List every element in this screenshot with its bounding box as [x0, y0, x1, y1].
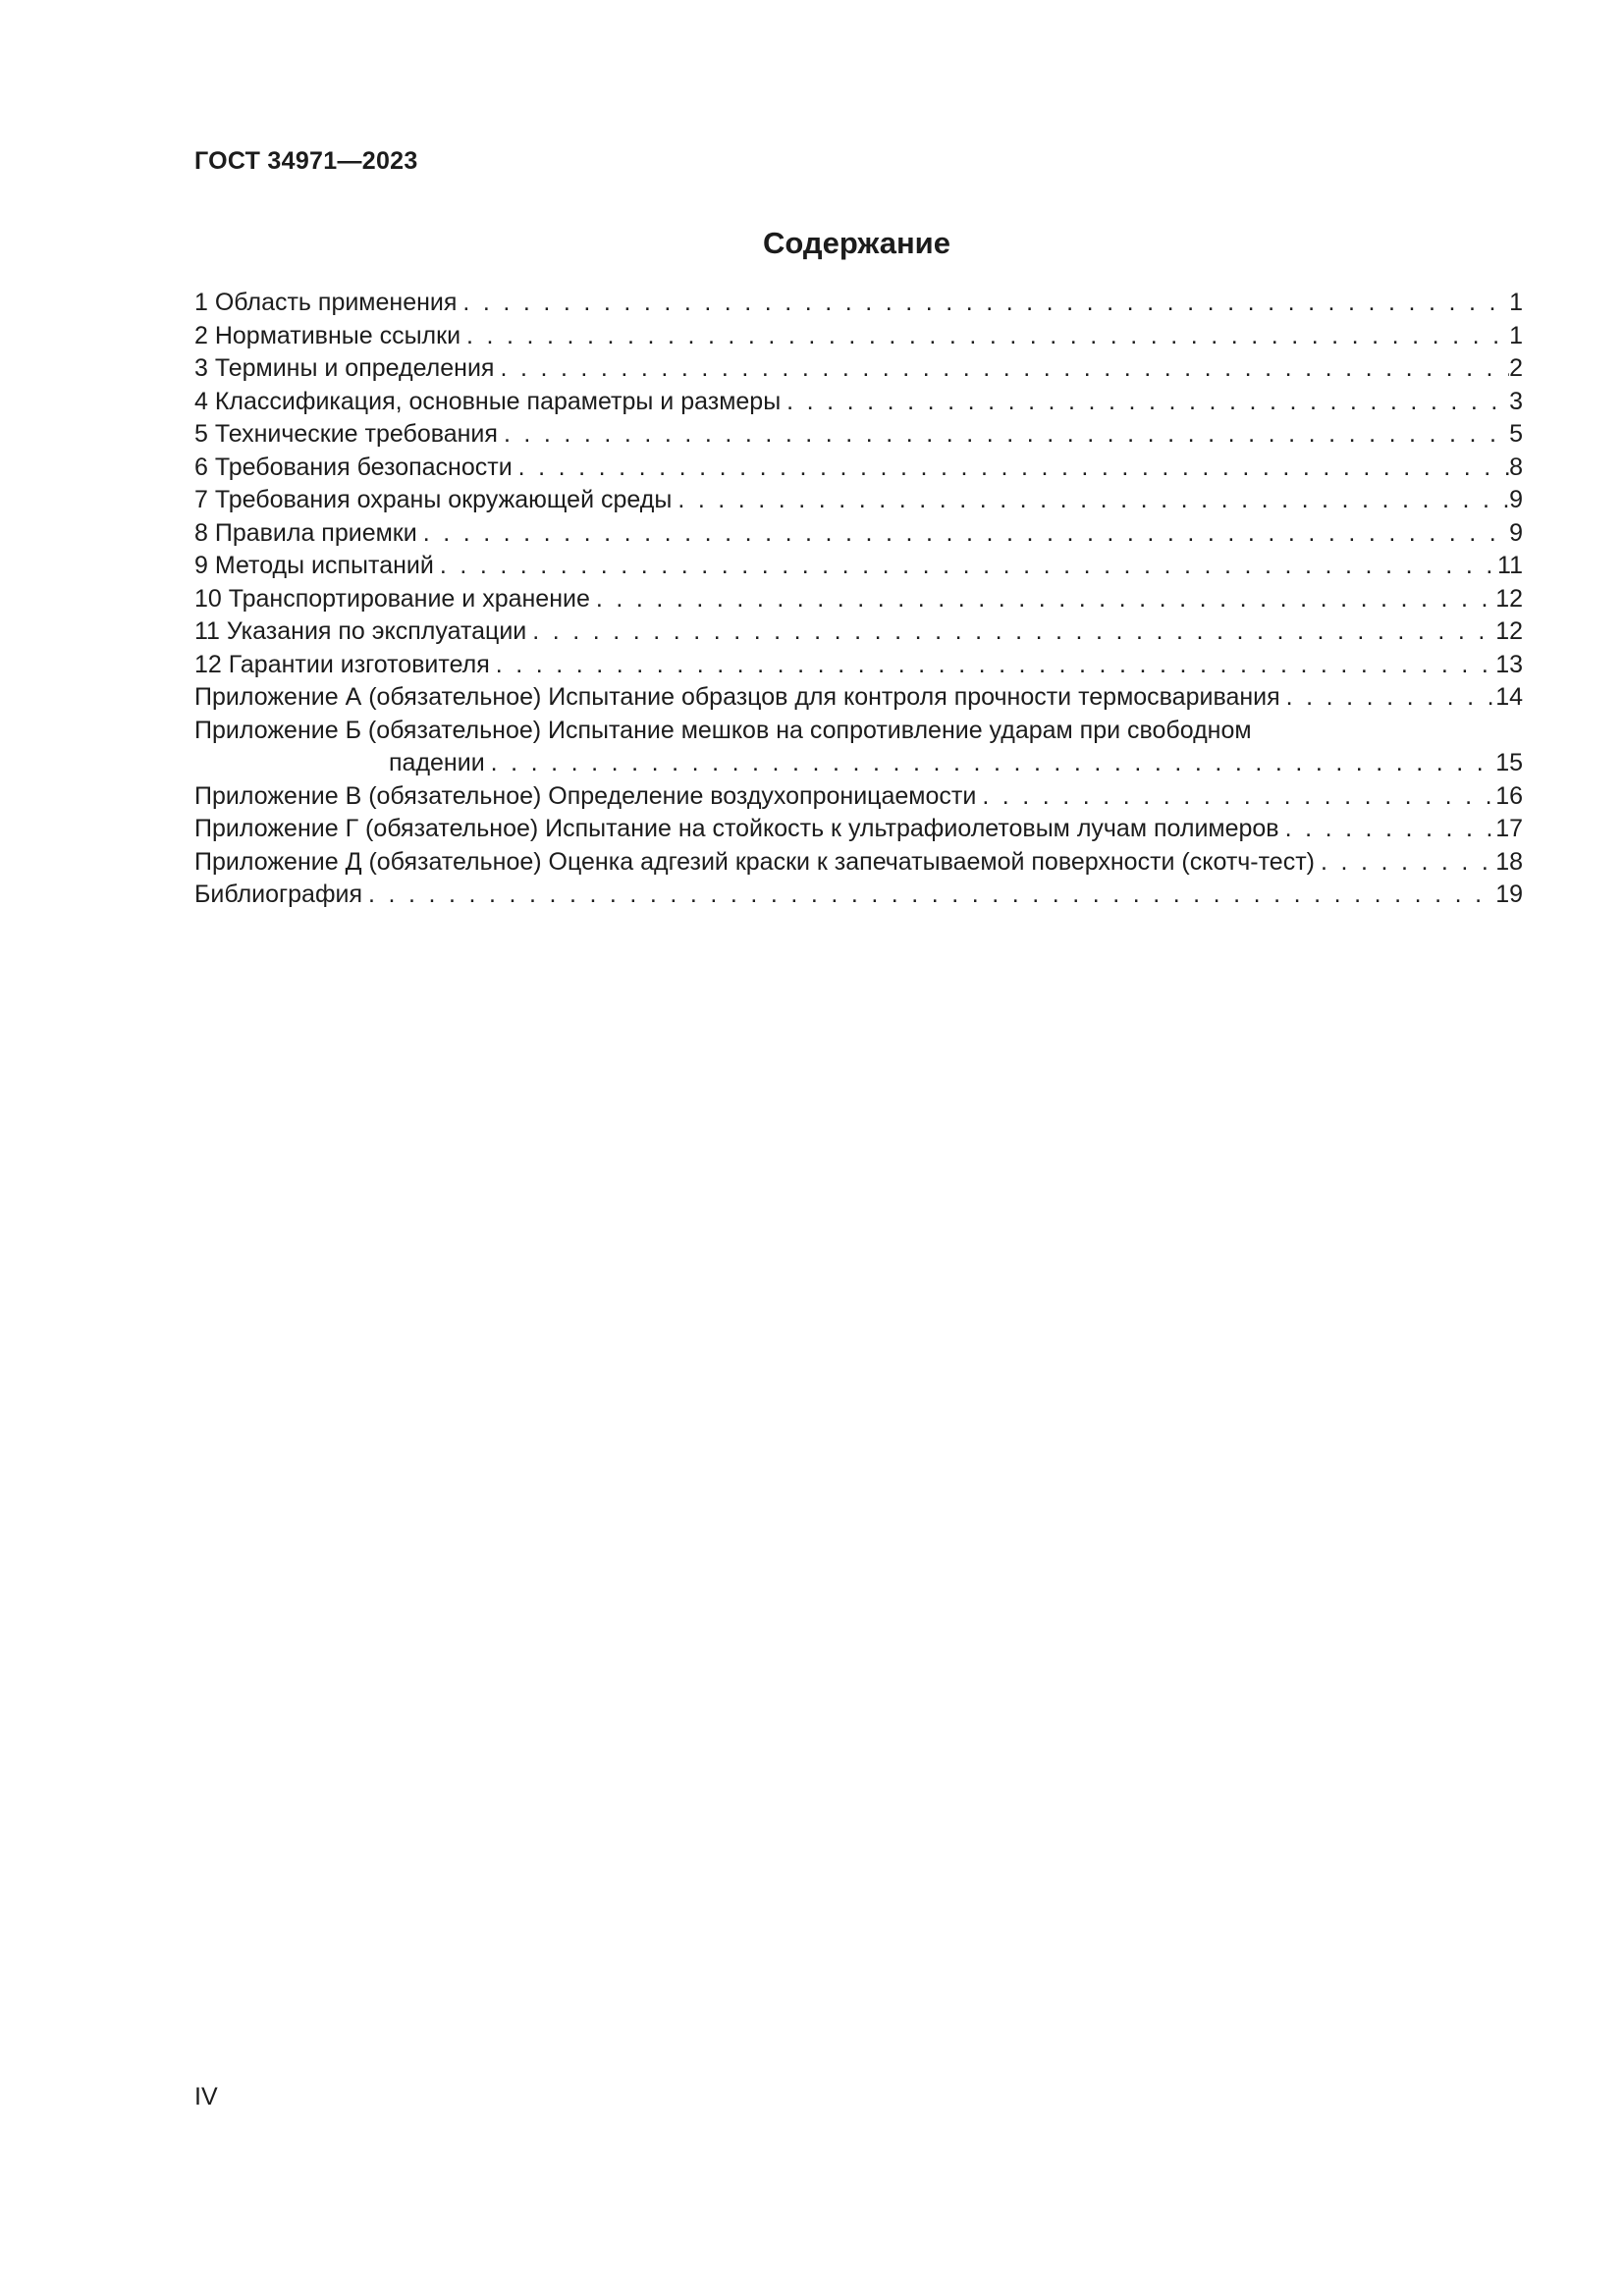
toc-entry-label: 3 Термины и определения: [194, 354, 495, 382]
toc-entry-label: Приложение Г (обязательное) Испытание на стойкость к ультрафиолетовым лучам полимеров: [194, 815, 1279, 842]
toc-entry-label: 10 Транспортирование и хранение: [194, 584, 590, 613]
toc-entry-label: 12 Гарантии изготовителя: [194, 650, 490, 678]
toc-entry-page: 17: [1495, 815, 1523, 842]
toc-entry[interactable]: [194, 615, 1523, 649]
toc-entry-label: Приложение В (обязательное) Определение воздухопроницаемости: [194, 781, 977, 810]
toc-entry-page: 12: [1495, 617, 1523, 645]
toc-entry[interactable]: [194, 681, 1523, 715]
toc-entry-page: 2: [1509, 354, 1523, 382]
page-number: IV: [194, 2083, 218, 2110]
toc-entry[interactable]: [194, 846, 1523, 880]
toc-entry-label: Приложение А (обязательное) Испытание образцов для контроля прочности термосваривания: [194, 683, 1280, 711]
toc-entry[interactable]: [194, 320, 1523, 353]
toc-entry-page: 13: [1495, 650, 1523, 678]
dot-leader: [496, 649, 1495, 682]
toc-entry[interactable]: [194, 813, 1523, 846]
toc-entry-label: Приложение Д (обязательное) Оценка адгезий краски к запечатываемой поверхности (скотч-тест): [194, 847, 1315, 876]
toc-entry[interactable]: [194, 452, 1523, 485]
toc-entry-page: 16: [1495, 781, 1523, 810]
dot-leader: [1286, 681, 1496, 715]
toc-entry[interactable]: [194, 583, 1523, 616]
toc-entry[interactable]: [194, 715, 1523, 748]
toc-entry-label: 9 Методы испытаний: [194, 552, 434, 579]
toc-entry-page: 1: [1509, 289, 1523, 316]
toc-entry-page: 14: [1495, 683, 1523, 711]
toc-entry[interactable]: [194, 517, 1523, 551]
toc-entry-page: 18: [1495, 847, 1523, 876]
toc-entry-label: 7 Требования охраны окружающей среды: [194, 486, 673, 513]
toc-entry-page: 1: [1509, 321, 1523, 349]
dot-leader: [466, 320, 1509, 353]
dot-leader: [518, 452, 1509, 485]
toc-entry-label: 1 Область применения: [194, 289, 458, 316]
toc-entry-page: 15: [1495, 749, 1523, 776]
toc-entry-page: 12: [1495, 584, 1523, 613]
dot-leader: [786, 386, 1509, 419]
toc-entry-continuation[interactable]: [194, 747, 1523, 780]
toc-entry-label: 8 Правила приемки: [194, 518, 417, 547]
toc-entry-label: Приложение Б (обязательное) Испытание мешков на сопротивление ударам при свободном: [194, 716, 1252, 744]
dot-leader: [532, 615, 1495, 649]
dot-leader: [462, 287, 1509, 320]
table-of-contents: [194, 287, 1523, 912]
dot-leader: [440, 550, 1497, 583]
dot-leader: [982, 780, 1495, 814]
dot-leader: [504, 418, 1509, 452]
contents-title: Содержание: [763, 226, 950, 260]
dot-leader: [423, 517, 1509, 551]
toc-entry-page: 8: [1509, 453, 1523, 481]
toc-entry-label: 2 Нормативные ссылки: [194, 321, 461, 349]
toc-entry-page: 5: [1509, 420, 1523, 448]
toc-entry[interactable]: [194, 418, 1523, 452]
dot-leader: [491, 747, 1496, 780]
toc-entry[interactable]: [194, 780, 1523, 814]
toc-entry-page: 19: [1495, 881, 1523, 908]
dot-leader: [368, 879, 1495, 912]
dot-leader: [1285, 813, 1496, 846]
toc-entry[interactable]: [194, 484, 1523, 517]
dot-leader: [1321, 846, 1495, 880]
toc-entry-label: 6 Требования безопасности: [194, 453, 513, 481]
standard-number: ГОСТ 34971—2023: [194, 147, 418, 175]
toc-entry-label: Библиография: [194, 881, 363, 908]
toc-entry-label: 11 Указания по эксплуатации: [194, 617, 527, 645]
toc-entry[interactable]: [194, 287, 1523, 320]
toc-entry-page: 11: [1497, 552, 1523, 579]
toc-entry[interactable]: [194, 352, 1523, 386]
toc-entry-label-cont: падении: [389, 749, 485, 776]
toc-entry-page: 9: [1509, 518, 1523, 547]
dot-leader: [500, 352, 1509, 386]
toc-entry[interactable]: [194, 879, 1523, 912]
dot-leader: [677, 484, 1509, 517]
toc-entry-page: 3: [1509, 387, 1523, 415]
toc-entry-page: 9: [1509, 486, 1523, 513]
toc-entry[interactable]: [194, 649, 1523, 682]
toc-entry-label: 5 Технические требования: [194, 420, 498, 448]
toc-entry[interactable]: [194, 550, 1523, 583]
toc-entry-label: 4 Классификация, основные параметры и размеры: [194, 387, 782, 415]
dot-leader: [596, 583, 1495, 616]
toc-entry[interactable]: [194, 386, 1523, 419]
